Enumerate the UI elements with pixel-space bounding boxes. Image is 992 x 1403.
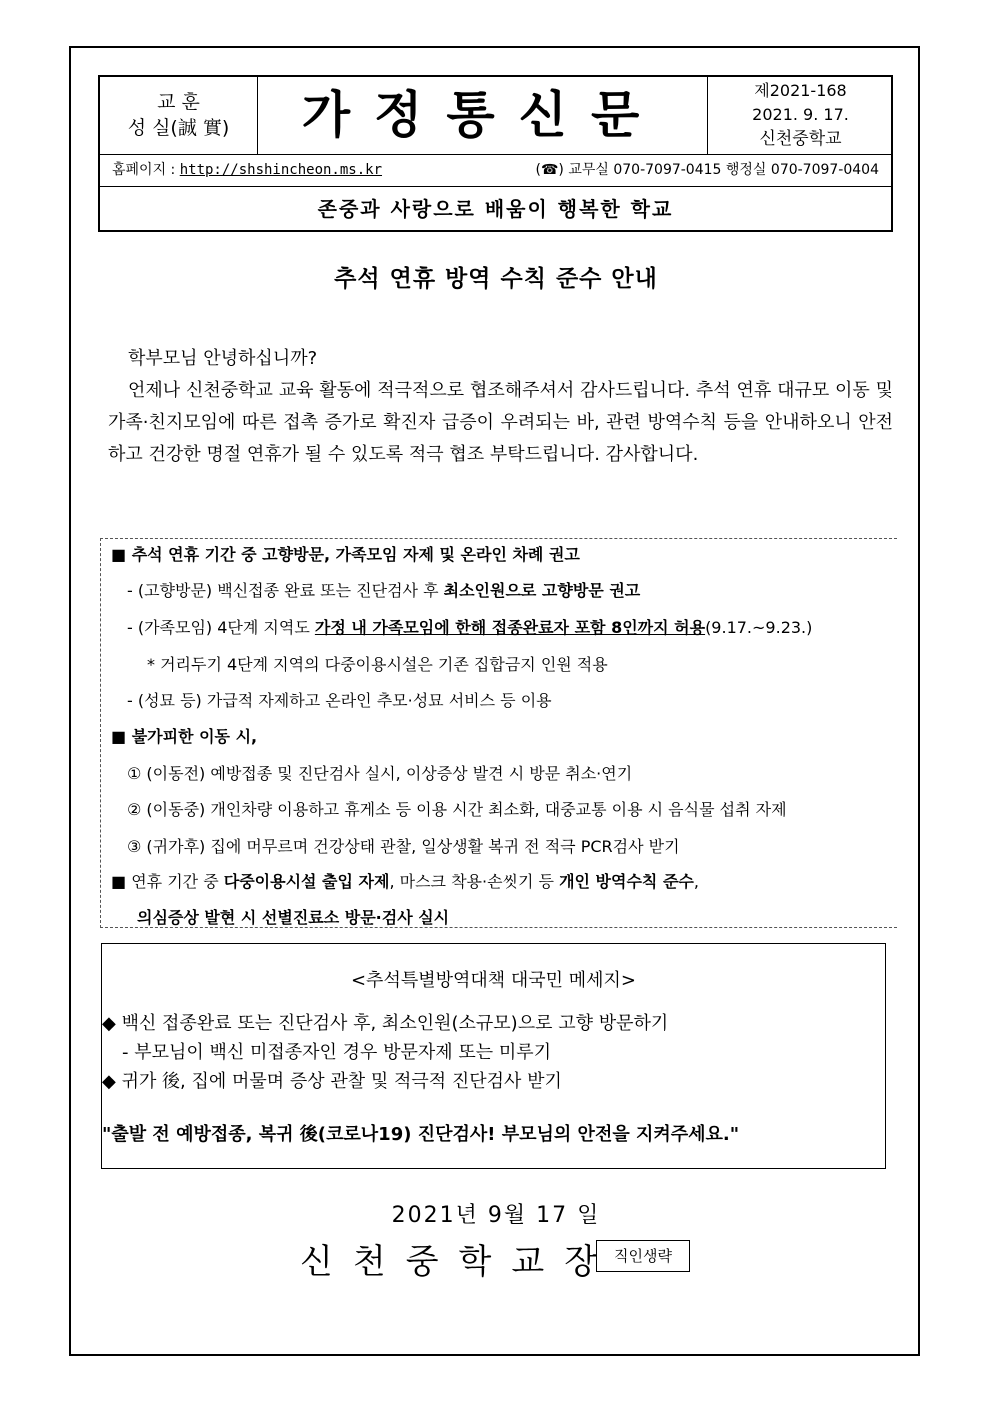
guideline-item: - (고향방문) 백신접종 완료 또는 진단검사 후 최소인원으로 고향방문 권고 (127, 581, 641, 600)
motto-value: 성 실(誠 實) (127, 117, 230, 139)
message-line: ◆ 귀가 後, 집에 머물며 증상 관찰 및 적극적 진단검사 받기 (102, 1071, 562, 1092)
message-line: ◆ 백신 접종완료 또는 진단검사 후, 최소인원(소규모)으로 고향 방문하기 (102, 1013, 669, 1034)
document-meta (707, 77, 893, 154)
greeting: 학부모님 안녕하십니까? (128, 348, 318, 369)
school-slogan: 존중과 사랑으로 배움이 행복한 학교 (317, 197, 674, 221)
intro-body: 언제나 신천중학교 교육 활동에 적극적으로 협조해주셔서 감사드립니다. 추석 연휴 대규모 이동 및 가족·친지모임에 따른 접촉 증가로 확진자 급증이 우려되는 바, 관련 방역수칙 등을 안내하오니 안전하고 건강한 명절 연휴가 될 수 있도록 적극 협조 부탁드립니다. 감사합니다. (108, 380, 893, 465)
guideline-item: - (가족모임) 4단계 지역도 가정 내 가족모임에 한해 접종완료자 포함 8인까지 허용(9.17.~9.23.) (127, 618, 813, 637)
seal-omitted-stamp: 직인생략 (596, 1240, 690, 1272)
motto-label: 교 훈 (157, 91, 200, 113)
signer-name: 신천중학교장 (300, 1242, 618, 1282)
guideline-heading-3-cont: 의심증상 발현 시 선별진료소 방문·검사 실시 (137, 908, 450, 927)
guideline-note: * 거리두기 4단계 지역의 다중이용시설은 기존 집합금지 인원 적용 (147, 655, 608, 674)
school-name: 신천중학교 (759, 129, 842, 149)
message-quote: "출발 전 예방접종, 복귀 後(코로나19) 진단검사! 부모님의 안전을 지켜주세요." (102, 1124, 740, 1145)
newsletter-title: 가정통신문 (301, 86, 664, 144)
message-line: - 부모님이 백신 미접종자인 경우 방문자제 또는 미루기 (122, 1042, 552, 1063)
guidelines-box (100, 538, 897, 928)
document-number: 제2021-168 (754, 81, 847, 100)
document-title: 추석 연휴 방역 수칙 준수 안내 (334, 266, 658, 292)
homepage (112, 155, 382, 186)
issue-date: 2021. 9. 17. (752, 105, 849, 124)
guideline-step: ② (이동중) 개인차량 이용하고 휴게소 등 이용 시간 최소화, 대중교통 이용 시 음식물 섭취 자제 (127, 800, 787, 819)
school-motto (100, 77, 258, 154)
message-title: <추석특별방역대책 대국민 메세지> (350, 970, 637, 991)
footer-date: 2021년 9월 17 일 (391, 1203, 601, 1228)
guideline-heading-2: ■ 불가피한 이동 시, (111, 727, 258, 746)
guideline-step: ③ (귀가후) 집에 머무르며 건강상태 관찰, 일상생활 복귀 전 적극 PCR검사 받기 (127, 837, 680, 856)
guideline-heading-3: ■ 연휴 기간 중 다중이용시설 출입 자제, 마스크 착용·손씻기 등 개인 방역수칙 준수, (111, 872, 699, 891)
guideline-heading-1: ■ 추석 연휴 기간 중 고향방문, 가족모임 자제 및 온라인 차례 권고 (111, 545, 580, 564)
phone-numbers: (☎) 교무실 070-7097-0415 행정실 070-7097-0404 (535, 162, 879, 178)
letterhead-top (100, 77, 891, 155)
homepage-link[interactable]: http://shshincheon.ms.kr (179, 162, 383, 178)
public-message-box (101, 943, 886, 1169)
guideline-step: ① (이동전) 예방접종 및 진단검사 실시, 이상증상 발견 시 방문 취소·연기 (127, 764, 633, 783)
intro-text (108, 343, 893, 471)
homepage-label: 홈페이지 : (112, 162, 180, 178)
contact-row (100, 155, 891, 187)
guideline-item: - (성묘 등) 가급적 자제하고 온라인 추모·성묘 서비스 등 이용 (127, 691, 552, 710)
letterhead (98, 75, 893, 232)
